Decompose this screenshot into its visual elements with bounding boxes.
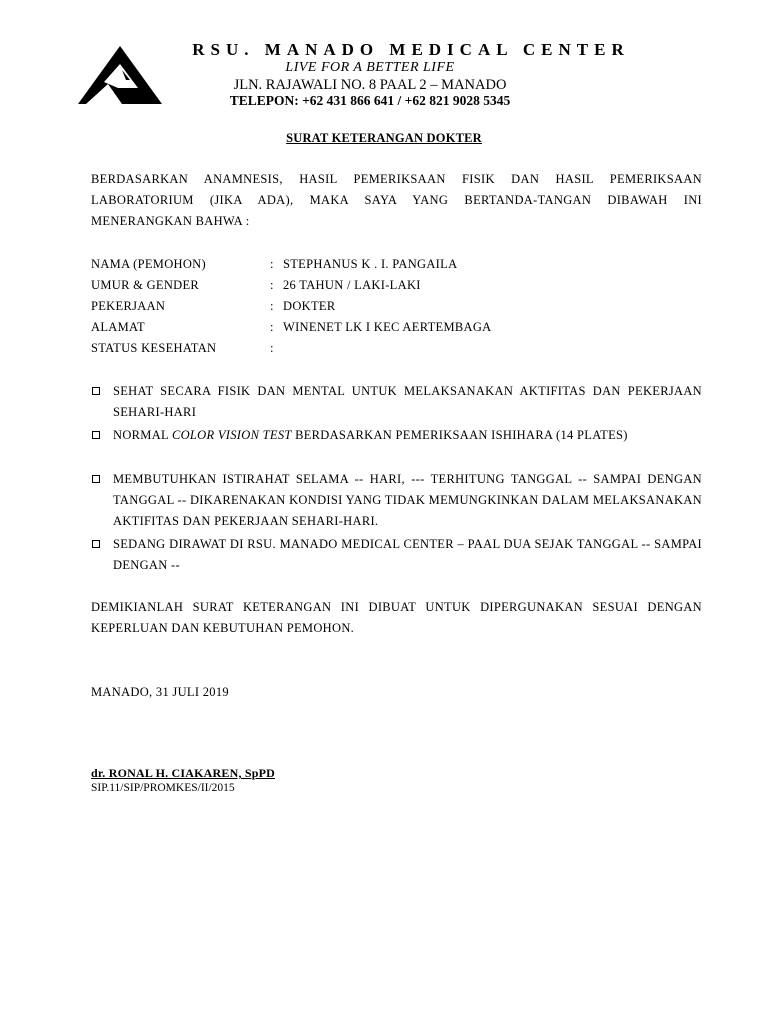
intro-paragraph: BERDASARKAN ANAMNESIS, HASIL PEMERIKSAAN FISIK DAN HASIL PEMERIKSAAN LABORATORIUM (JIKA ADA), MAKA SAYA YANG BERTANDA-TANGAN DIBAWAH INI MENERANGKAN BAHWA : bbox=[91, 172, 702, 228]
field-colon: : bbox=[270, 278, 274, 292]
field-colon: : bbox=[270, 320, 274, 334]
checkbox-icon[interactable] bbox=[92, 540, 100, 548]
field-colon: : bbox=[270, 299, 274, 313]
checkbox-icon[interactable] bbox=[92, 431, 100, 439]
status-option-sehat bbox=[91, 381, 702, 423]
checkbox-icon[interactable] bbox=[92, 475, 100, 483]
option-text-before: NORMAL bbox=[113, 428, 172, 442]
field-value: WINENET LK I KEC AERTEMBAGA bbox=[283, 320, 492, 334]
field-value: 26 TAHUN / LAKI-LAKI bbox=[283, 278, 421, 292]
field-label: ALAMAT bbox=[91, 320, 145, 334]
field-value: DOKTER bbox=[283, 299, 336, 313]
closing-paragraph: DEMIKIANLAH SURAT KETERANGAN INI DIBUAT UNTUK DIPERGUNAKAN SESUAI DENGAN KEPERLUAN DAN KEBUTUHAN PEMOHON. bbox=[91, 600, 702, 635]
option-text bbox=[113, 425, 702, 446]
field-label: NAMA (PEMOHON) bbox=[91, 257, 206, 271]
field-label: UMUR & GENDER bbox=[91, 278, 200, 292]
field-label: PEKERJAAN bbox=[91, 299, 166, 313]
hospital-tagline: LIVE FOR A BETTER LIFE bbox=[285, 60, 455, 75]
option-text: SEHAT SECARA FISIK DAN MENTAL UNTUK MELAKSANAKAN AKTIFITAS DAN PEKERJAAN SEHARI-HARI bbox=[113, 384, 702, 419]
doctor-sip-number: SIP.11/SIP/PROMKES/II/2015 bbox=[91, 782, 235, 794]
status-option-color-vision bbox=[91, 425, 702, 446]
place-date: MANADO, 31 JULI 2019 bbox=[91, 685, 229, 699]
document-title: SURAT KETERANGAN DOKTER bbox=[286, 131, 482, 145]
option-text-italic: COLOR VISION TEST bbox=[171, 428, 292, 442]
option-text: SEDANG DIRAWAT DI RSU. MANADO MEDICAL CENTER – PAAL DUA SEJAK TANGGAL -- SAMPAI DENGAN -- bbox=[113, 537, 702, 572]
hospital-name: RSU. MANADO MEDICAL CENTER bbox=[192, 40, 630, 59]
option-text: MEMBUTUHKAN ISTIRAHAT SELAMA -- HARI, --- TERHITUNG TANGGAL -- SAMPAI DENGAN TANGGAL -- DIKARENAKAN KONDISI YANG TIDAK MEMUNGKINKAN DALAM MELAKSANAKAN AKTIFITAS DAN PEKERJAAN SEHARI-HARI. bbox=[113, 472, 702, 528]
hospital-address: JLN. RAJAWALI NO. 8 PAAL 2 – MANADO bbox=[233, 77, 507, 93]
status-option-istirahat bbox=[91, 469, 702, 532]
hospital-phone: TELEPON: +62 431 866 641 / +62 821 9028 5345 bbox=[229, 93, 511, 108]
status-option-dirawat bbox=[91, 534, 702, 576]
field-label: STATUS KESEHATAN bbox=[91, 341, 217, 355]
field-colon: : bbox=[270, 341, 274, 355]
doctor-name: dr. RONAL H. CIAKAREN, SpPD bbox=[91, 766, 275, 780]
field-value: STEPHANUS K . I. PANGAILA bbox=[283, 257, 458, 271]
field-colon: : bbox=[270, 257, 274, 271]
checkbox-icon[interactable] bbox=[92, 387, 100, 395]
option-text-after: BERDASARKAN PEMERIKSAAN ISHIHARA (14 PLATES) bbox=[291, 428, 628, 442]
